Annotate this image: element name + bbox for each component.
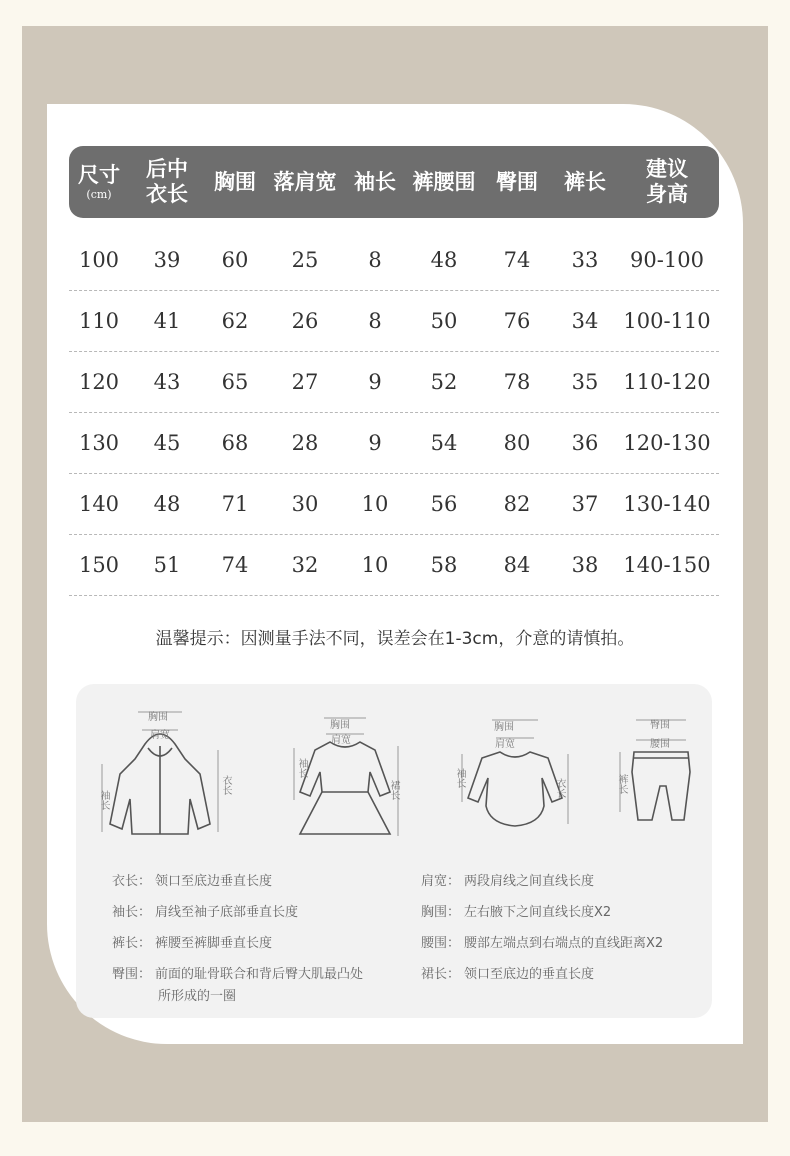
column-header-line1: 胸围 [214, 169, 256, 194]
jacket-shoulder-label: 肩宽 [150, 730, 170, 741]
pants-length-label: 裤长 [616, 774, 627, 794]
table-row [69, 413, 719, 474]
table-cell: 38 [571, 553, 599, 577]
definition-value: 所形成的一圈 [158, 989, 237, 1004]
table-cell: 78 [503, 370, 531, 394]
table-cell: 8 [368, 309, 382, 333]
table-cell: 9 [368, 370, 382, 394]
column-header-line2: (cm) [86, 187, 112, 201]
table-cell: 84 [503, 553, 531, 577]
definition-key: 袖长： [112, 905, 152, 920]
table-cell: 43 [153, 370, 181, 394]
table-cell: 48 [430, 248, 458, 272]
column-header [137, 146, 197, 218]
column-header-line2: 衣长 [146, 182, 188, 206]
column-header-line1: 后中 [146, 157, 188, 181]
table-cell: 33 [571, 248, 599, 272]
column-header [555, 146, 615, 218]
table-row [69, 291, 719, 352]
definition-key: 衣长： [112, 874, 152, 889]
definition-key: 腰围： [421, 936, 461, 951]
table-cell: 52 [430, 370, 458, 394]
definition-key: 裤长： [112, 936, 152, 951]
table-cell: 74 [503, 248, 531, 272]
table-cell: 110-120 [623, 370, 711, 394]
table-cell: 130 [78, 431, 120, 455]
pants-waist-label: 腰围 [650, 739, 670, 750]
table-cell: 54 [430, 431, 458, 455]
table-cell: 65 [221, 370, 249, 394]
jacket-figure [90, 704, 230, 844]
definition-item [112, 871, 412, 893]
definition-item [421, 964, 711, 986]
definition-key: 裙长： [421, 967, 461, 982]
table-cell: 10 [361, 553, 389, 577]
table-cell: 48 [153, 492, 181, 516]
table-cell: 58 [430, 553, 458, 577]
table-cell: 140 [78, 492, 120, 516]
definition-value: 前面的耻骨联合和背后臀大肌最凸处 [155, 967, 364, 982]
romper-chest-label: 胸围 [494, 722, 514, 733]
definition-key: 胸围： [421, 905, 461, 920]
table-cell: 39 [153, 248, 181, 272]
table-cell: 8 [368, 248, 382, 272]
table-cell: 56 [430, 492, 458, 516]
romper-length-label: 衣长 [554, 778, 565, 798]
romper-sleeve-label: 袖长 [454, 768, 465, 788]
column-header [205, 146, 265, 218]
definition-value: 领口至底边的垂直长度 [464, 967, 595, 982]
table-cell: 51 [153, 553, 181, 577]
table-header [69, 146, 719, 218]
jacket-sleeve-label: 袖长 [98, 790, 109, 810]
table-cell: 36 [571, 431, 599, 455]
column-header [69, 146, 129, 218]
definition-item [421, 871, 711, 893]
table-cell: 30 [291, 492, 319, 516]
measurement-note: 温馨提示：因测量手法不同，误差会在1-3cm，介意的请慎拍。 [155, 629, 635, 649]
pants-hip-label: 臀围 [650, 720, 670, 731]
column-header-line2: 身高 [646, 182, 688, 206]
table-cell: 25 [291, 248, 319, 272]
dress-chest-label: 胸围 [330, 720, 350, 731]
table-row [69, 352, 719, 413]
definition-value: 两段肩线之间直线长度 [464, 874, 595, 889]
definition-key: 肩宽： [421, 874, 461, 889]
table-cell: 62 [221, 309, 249, 333]
table-cell: 50 [430, 309, 458, 333]
column-header [487, 146, 547, 218]
table-cell: 28 [291, 431, 319, 455]
jacket-chest-label: 胸围 [148, 712, 168, 723]
column-header [637, 146, 697, 218]
column-header [267, 146, 343, 218]
table-cell: 80 [503, 431, 531, 455]
table-cell: 60 [221, 248, 249, 272]
table-row [69, 230, 719, 291]
dress-sleeve-label: 袖长 [296, 758, 307, 778]
column-header-line1: 裤长 [564, 169, 606, 194]
table-row [69, 474, 719, 535]
table-cell: 90-100 [630, 248, 704, 272]
table-cell: 27 [291, 370, 319, 394]
table-cell: 110 [78, 309, 120, 333]
table-cell: 41 [153, 309, 181, 333]
table-cell: 34 [571, 309, 599, 333]
romper-shoulder-label: 肩宽 [495, 739, 515, 750]
table-cell: 35 [571, 370, 599, 394]
column-header-line1: 落肩宽 [273, 169, 337, 194]
table-cell: 68 [221, 431, 249, 455]
column-header-line1: 尺寸 [78, 162, 120, 187]
definition-value: 腰部左端点到右端点的直线距离X2 [464, 936, 664, 951]
romper-icon [450, 714, 580, 834]
table-cell: 100-110 [623, 309, 711, 333]
table-cell: 130-140 [623, 492, 711, 516]
table-cell: 10 [361, 492, 389, 516]
table-cell: 150 [78, 553, 120, 577]
column-header [404, 146, 484, 218]
definitions-left [112, 871, 412, 1008]
definition-item [112, 964, 412, 986]
table-cell: 32 [291, 553, 319, 577]
dress-length-label: 裙长 [388, 780, 399, 800]
definition-item [112, 933, 412, 955]
jacket-length-label: 衣长 [220, 775, 231, 795]
definition-value: 裤腰至裤脚垂直长度 [155, 936, 273, 951]
definitions-right [421, 871, 711, 995]
column-header-line1: 裤腰围 [412, 169, 476, 194]
definition-item [112, 986, 412, 1008]
dress-shoulder-label: 肩宽 [331, 735, 351, 746]
table-cell: 120-130 [623, 431, 711, 455]
table-cell: 9 [368, 431, 382, 455]
table-cell: 71 [221, 492, 249, 516]
table-cell: 37 [571, 492, 599, 516]
table-cell: 26 [291, 309, 319, 333]
table-cell: 74 [221, 553, 249, 577]
definition-key: 臀围： [112, 967, 152, 982]
table-cell: 45 [153, 431, 181, 455]
table-cell: 100 [78, 248, 120, 272]
column-header [345, 146, 405, 218]
column-header-line1: 建议 [646, 157, 688, 181]
definition-value: 领口至底边垂直长度 [155, 874, 273, 889]
column-header-line1: 臀围 [496, 169, 538, 194]
table-cell: 140-150 [623, 553, 711, 577]
table-cell: 76 [503, 309, 531, 333]
definition-item [112, 902, 412, 924]
column-header-line1: 袖长 [354, 169, 396, 194]
romper-figure [450, 714, 580, 834]
definition-item [421, 933, 711, 955]
jacket-icon [90, 704, 230, 844]
table-cell: 82 [503, 492, 531, 516]
definition-item [421, 902, 711, 924]
table-cell: 120 [78, 370, 120, 394]
definition-value: 肩线至袖子底部垂直长度 [155, 905, 299, 920]
table-row [69, 535, 719, 596]
definition-value: 左右腋下之间直线长度X2 [464, 905, 612, 920]
